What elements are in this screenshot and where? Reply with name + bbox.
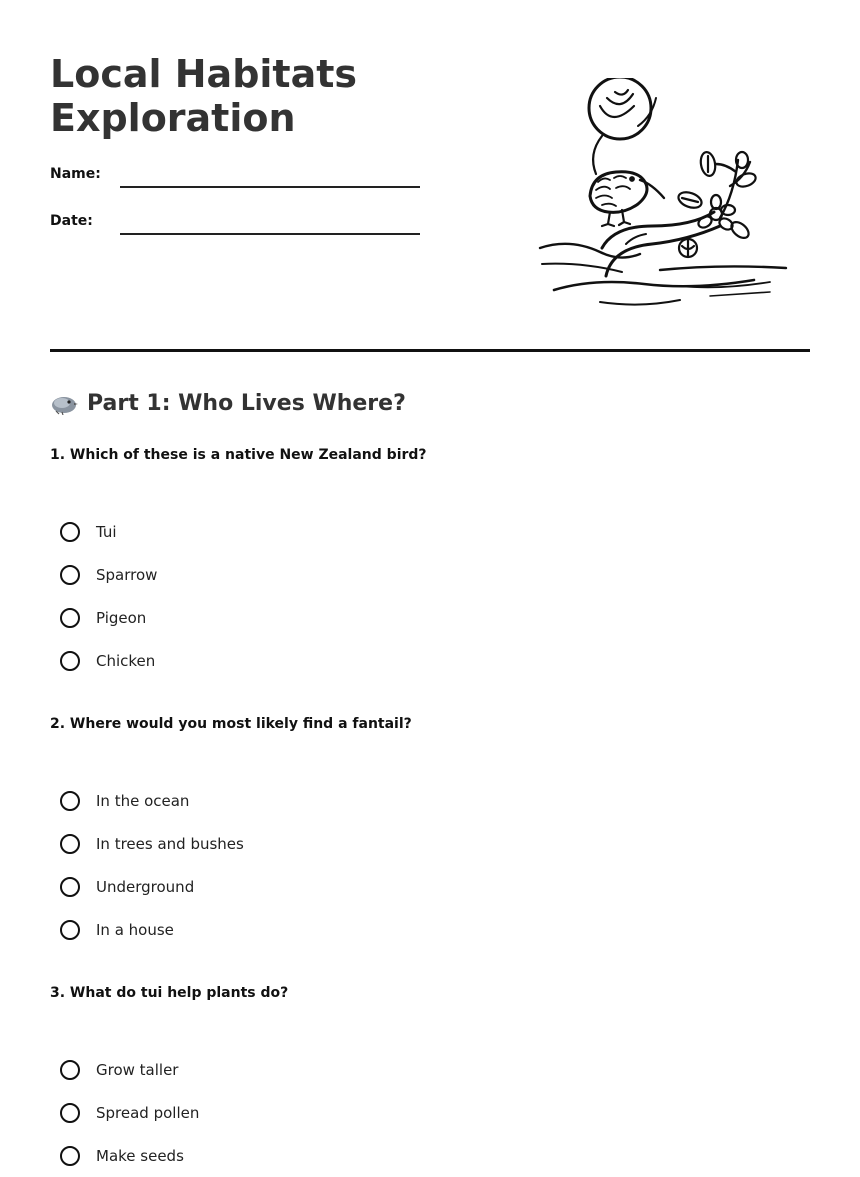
question-1 [50,445,810,682]
answer-options [50,1048,810,1177]
answer-options [50,779,810,951]
date-field[interactable] [50,213,420,237]
name-label: Name: [50,166,101,182]
option-label: Underground [96,877,195,896]
option-spread-pollen[interactable] [50,1091,810,1134]
title-line-1: Local Habitats [50,52,358,96]
bird-icon [50,393,78,415]
name-line[interactable] [120,186,420,188]
radio-button[interactable] [60,834,80,854]
option-make-seeds[interactable] [50,1134,810,1177]
option-label: Chicken [96,651,156,670]
option-tui[interactable] [50,510,810,553]
option-label: In the ocean [96,791,190,810]
option-grow-taller[interactable] [50,1048,810,1091]
question-text: 2. Where would you most likely find a fantail? [50,716,412,732]
header-divider [50,349,810,352]
radio-button[interactable] [60,651,80,671]
radio-button[interactable] [60,608,80,628]
question-text: 3. What do tui help plants do? [50,985,289,1001]
option-label: In trees and bushes [96,834,244,853]
title-line-2: Exploration [50,96,296,140]
answer-options [50,510,810,682]
radio-button[interactable] [60,920,80,940]
option-pigeon[interactable] [50,596,810,639]
radio-button[interactable] [60,565,80,585]
question-text: 1. Which of these is a native New Zealand bird? [50,447,427,463]
option-label: Tui [96,522,117,541]
kiwi-bird-tree-moon-illustration [530,78,795,313]
question-2 [50,714,810,951]
part1-heading-text: Part 1: Who Lives Where? [87,391,406,416]
option-chicken[interactable] [50,639,810,682]
option-label: In a house [96,920,174,939]
option-label: Sparrow [96,565,158,584]
option-underground[interactable] [50,865,810,908]
radio-button[interactable] [60,877,80,897]
part1-heading [50,389,406,419]
option-label: Pigeon [96,608,147,627]
radio-button[interactable] [60,522,80,542]
option-label: Grow taller [96,1060,179,1079]
option-label: Spread pollen [96,1103,200,1122]
radio-button[interactable] [60,1146,80,1166]
date-label: Date: [50,213,93,229]
worksheet-title [50,52,470,140]
name-field[interactable] [50,166,420,190]
option-in-a-house[interactable] [50,908,810,951]
radio-button[interactable] [60,791,80,811]
option-in-the-ocean[interactable] [50,779,810,822]
option-label: Make seeds [96,1146,184,1165]
radio-button[interactable] [60,1103,80,1123]
option-sparrow[interactable] [50,553,810,596]
radio-button[interactable] [60,1060,80,1080]
option-in-trees-and-bushes[interactable] [50,822,810,865]
date-line[interactable] [120,233,420,235]
question-3 [50,983,810,1177]
